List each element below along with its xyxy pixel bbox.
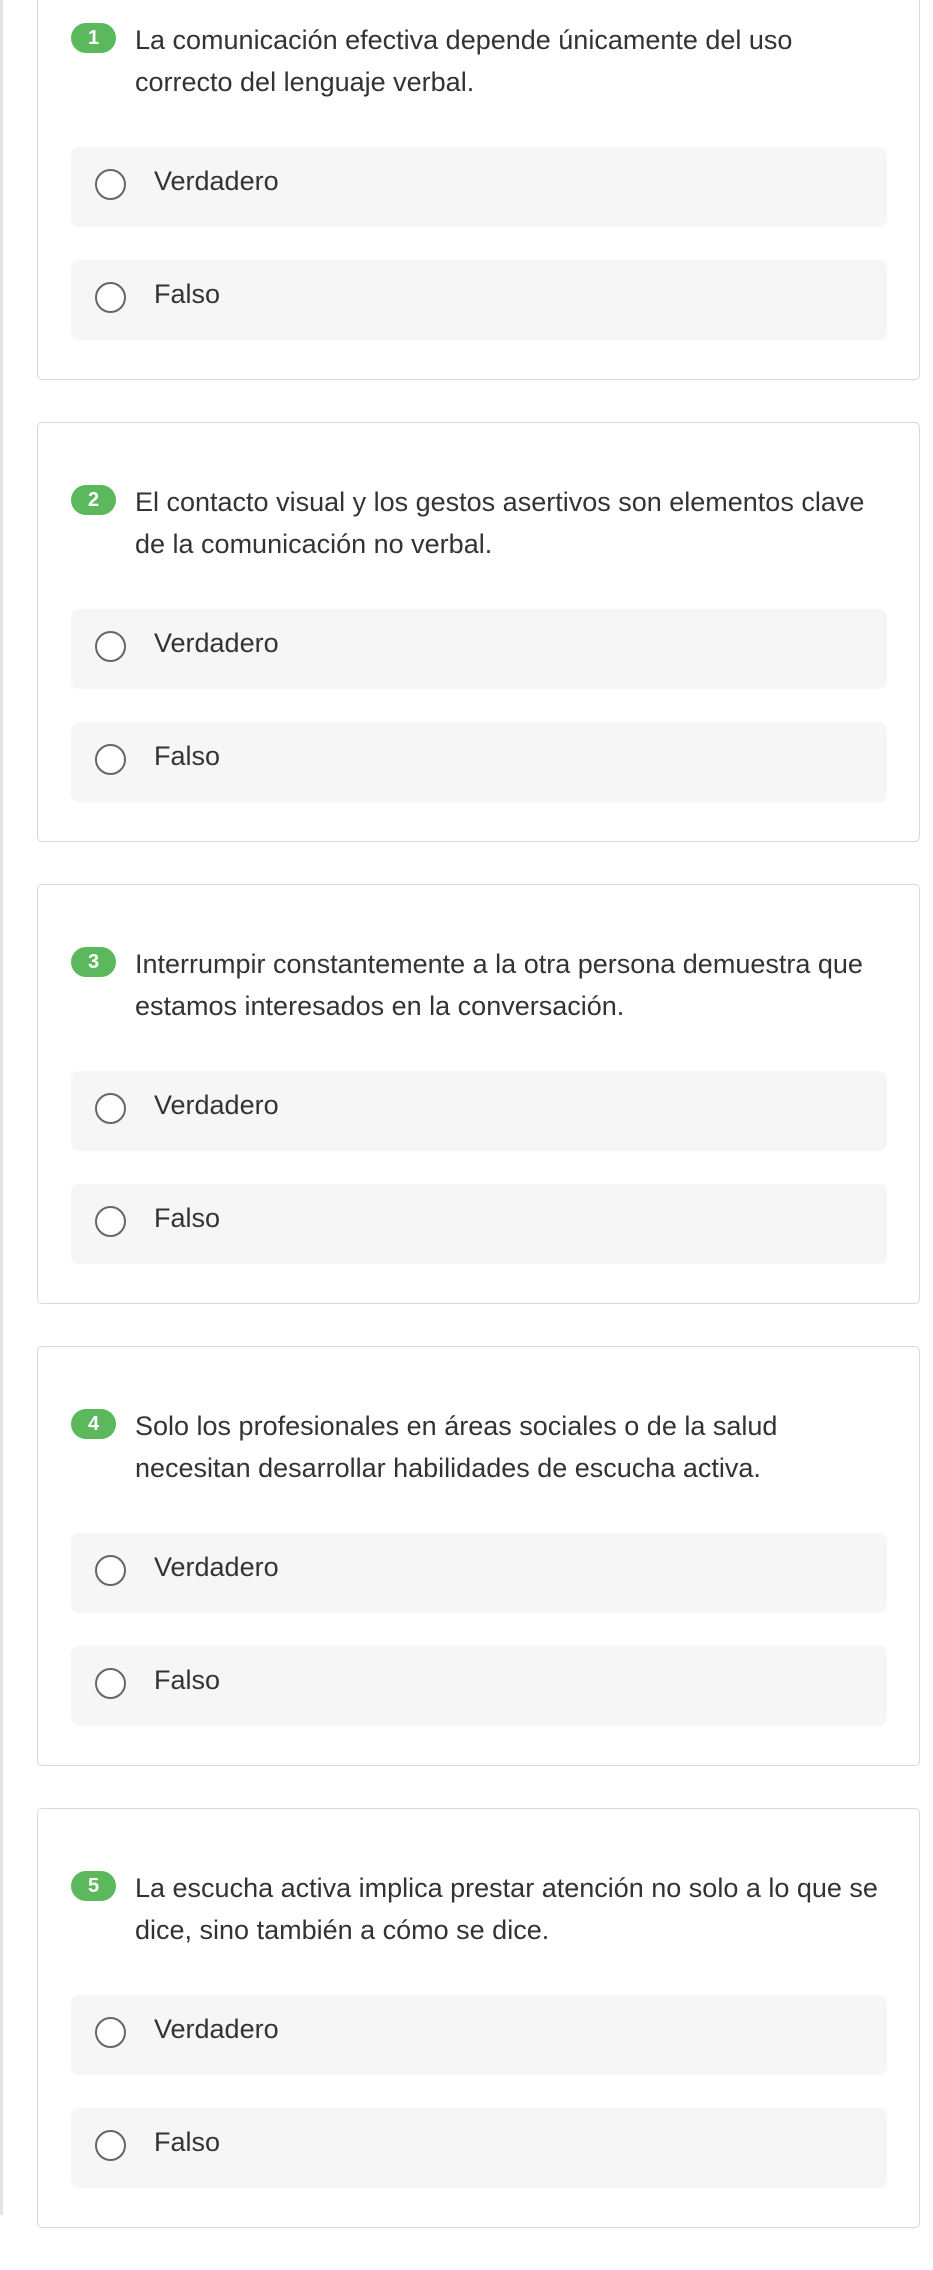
option-label: Falso [154,741,221,771]
radio-button-icon[interactable] [95,631,126,662]
question-header [71,19,889,103]
question-card-4 [37,1346,920,1766]
question-text: La comunicación efectiva depende únicamente del uso correcto del lenguaje verbal. [135,25,793,97]
radio-button-icon[interactable] [95,1555,126,1586]
question-header [71,1867,889,1951]
option-label: Verdadero [154,2014,279,2044]
option-label: Verdadero [154,166,279,196]
question-text: Solo los profesionales en áreas sociales o de la salud necesitan desarrollar habilidades de escucha activa. [135,1411,778,1483]
radio-button-icon[interactable] [95,2130,126,2161]
question-card-5 [37,1808,920,2228]
radio-button-icon[interactable] [95,282,126,313]
option-verdadero[interactable] [71,609,887,689]
question-header [71,943,889,1027]
question-number-badge: 2 [71,485,116,515]
question-number-badge: 4 [71,1409,116,1439]
radio-button-icon[interactable] [95,1093,126,1124]
question-header [71,481,889,565]
radio-button-icon[interactable] [95,1206,126,1237]
option-falso[interactable] [71,1184,887,1264]
radio-button-icon[interactable] [95,1668,126,1699]
option-label: Falso [154,2127,221,2157]
option-label: Falso [154,1665,221,1695]
question-number-badge: 1 [71,23,116,53]
radio-button-icon[interactable] [95,169,126,200]
question-number-badge: 3 [71,947,116,977]
question-header [71,1405,889,1489]
option-label: Falso [154,1203,221,1233]
option-label: Verdadero [154,1552,279,1582]
question-number-badge: 5 [71,1871,116,1901]
option-verdadero[interactable] [71,1533,887,1613]
question-text: Interrumpir constantemente a la otra persona demuestra que estamos interesados en la conversación. [135,949,863,1021]
radio-button-icon[interactable] [95,744,126,775]
page-left-border [0,0,3,2215]
option-verdadero[interactable] [71,1995,887,2075]
option-verdadero[interactable] [71,147,887,227]
option-verdadero[interactable] [71,1071,887,1151]
option-label: Verdadero [154,1090,279,1120]
question-card-2 [37,422,920,842]
option-falso[interactable] [71,2108,887,2188]
question-card-3 [37,884,920,1304]
option-label: Falso [154,279,221,309]
option-label: Verdadero [154,628,279,658]
radio-button-icon[interactable] [95,2017,126,2048]
question-text: El contacto visual y los gestos asertivos son elementos clave de la comunicación no verbal. [135,487,865,559]
option-falso[interactable] [71,260,887,340]
option-falso[interactable] [71,1646,887,1726]
option-falso[interactable] [71,722,887,802]
question-text: La escucha activa implica prestar atención no solo a lo que se dice, sino también a cómo se dice. [135,1873,878,1945]
quiz-question-list [37,0,920,2270]
question-card-1 [37,0,920,380]
